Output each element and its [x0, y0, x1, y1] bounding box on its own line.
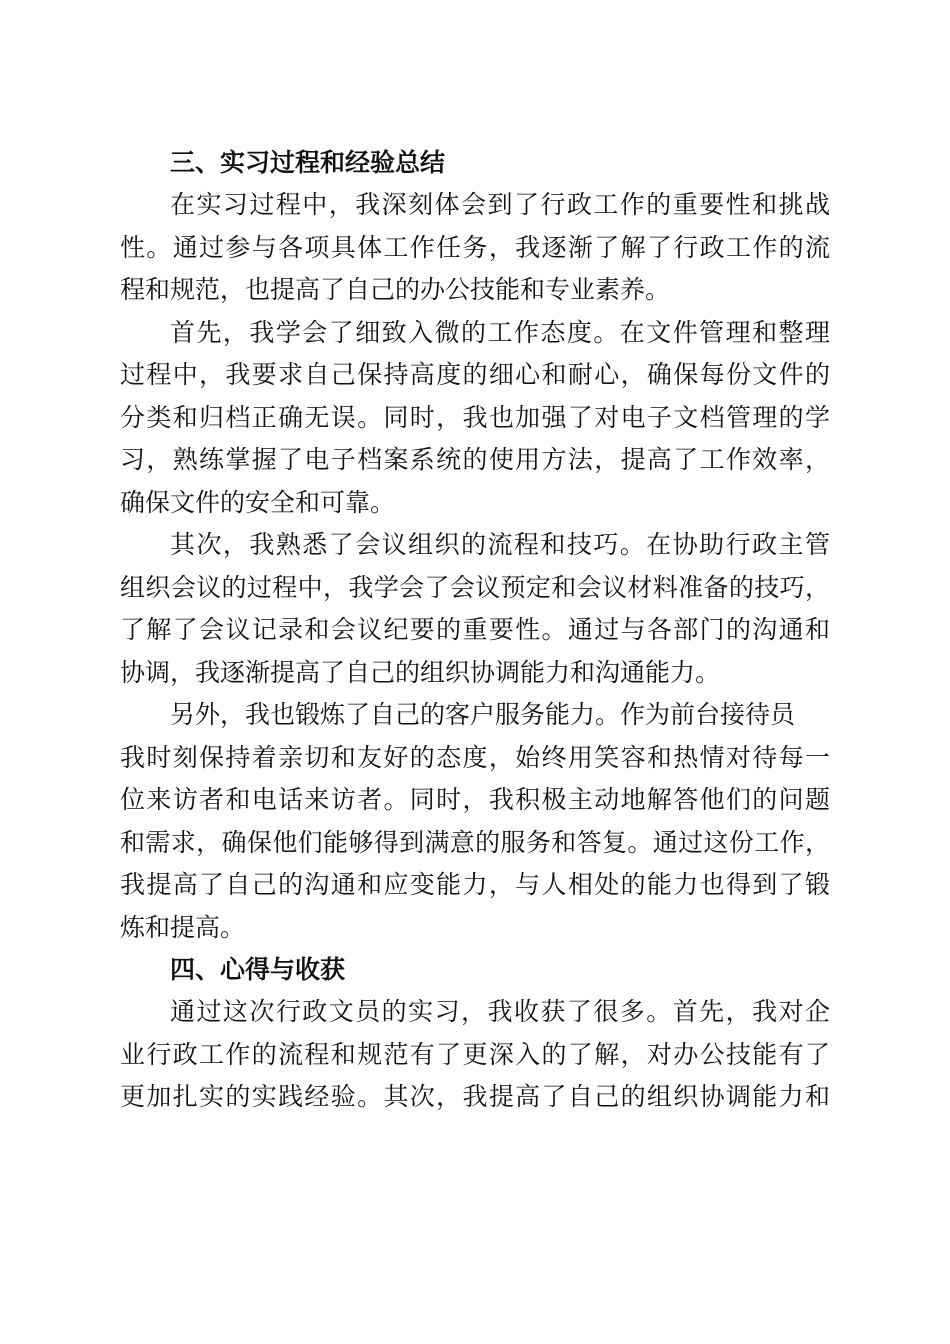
- text-line: 和需求，确保他们能够得到满意的服务和答复。通过这份工作，: [120, 827, 830, 857]
- text-line: 过程中，我要求自己保持高度的细心和耐心，确保每份文件的: [120, 360, 830, 389]
- text-line: 协调，我逐渐提高了自己的组织协调能力和沟通能力。: [120, 657, 721, 687]
- text-line: 确保文件的安全和可靠。: [120, 487, 396, 517]
- document-page: [120, 142, 830, 1119]
- text-line: 其次，我熟悉了会议组织的流程和技巧。在协助行政主管: [170, 530, 830, 559]
- text-line: 了解了会议记录和会议纪要的重要性。通过与各部门的沟通和: [120, 615, 830, 644]
- text-line: 组织会议的过程中，我学会了会议预定和会议材料准备的技巧，: [120, 572, 830, 602]
- text-line: 炼和提高。: [120, 912, 246, 942]
- paragraph-customer-service: [120, 694, 830, 949]
- paragraph-work-attitude: [120, 312, 830, 525]
- text-line: 性。通过参与各项具体工作任务，我逐渐了解了行政工作的流: [120, 232, 830, 262]
- text-line: 我时刻保持着亲切和友好的态度，始终用笑容和热情对待每一: [120, 742, 830, 772]
- text-line: 在实习过程中，我深刻体会到了行政工作的重要性和挑战: [170, 190, 830, 219]
- text-line: 业行政工作的流程和规范有了更深入的了解，对办公技能有了: [120, 1039, 830, 1069]
- text-line: 分类和归档正确无误。同时，我也加强了对电子文档管理的学: [120, 402, 830, 432]
- text-line: 通过这次行政文员的实习，我收获了很多。首先，我对企: [170, 997, 830, 1026]
- paragraph-intro: [120, 184, 830, 312]
- text-line: 首先，我学会了细致入微的工作态度。在文件管理和整理: [170, 317, 830, 347]
- section-heading-3: 三、实习过程和经验总结: [170, 148, 446, 177]
- text-line: 更加扎实的实践经验。其次，我提高了自己的组织协调能力和: [120, 1082, 830, 1111]
- paragraph-gains: [120, 991, 830, 1119]
- text-line: 我提高了自己的沟通和应变能力，与人相处的能力也得到了锻: [120, 870, 830, 899]
- text-line: 另外，我也锻炼了自己的客户服务能力。作为前台接待员: [170, 700, 796, 729]
- paragraph-meeting-organization: [120, 524, 830, 694]
- text-line: 位来访者和电话来访者。同时，我积极主动地解答他们的问题: [120, 785, 830, 814]
- text-line: 习，熟练掌握了电子档案系统的使用方法，提高了工作效率，: [120, 445, 830, 474]
- text-line: 程和规范，也提高了自己的办公技能和专业素养。: [120, 275, 671, 304]
- section-heading-4: 四、心得与收获: [170, 955, 346, 984]
